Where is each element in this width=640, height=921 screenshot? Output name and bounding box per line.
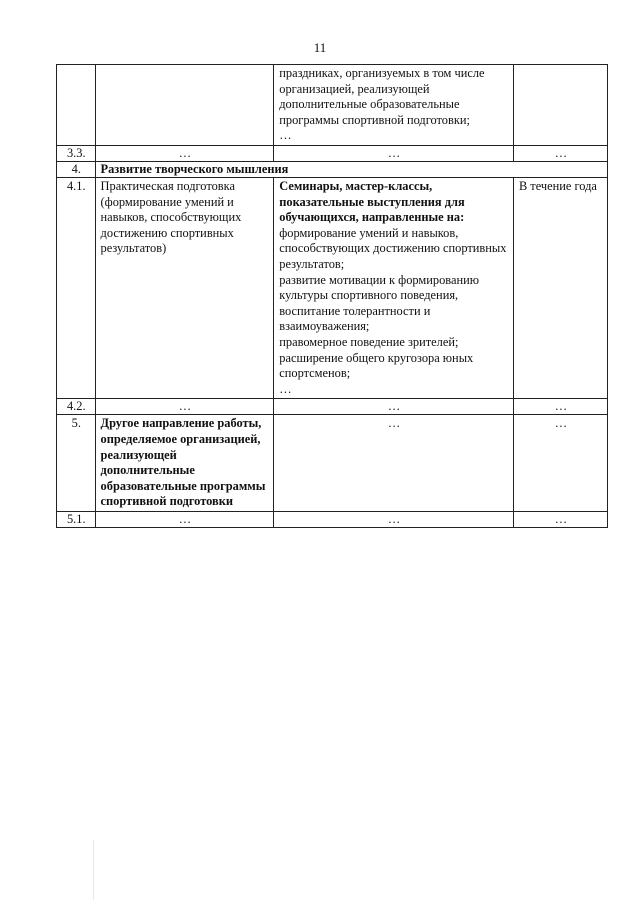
- content-cell: …: [274, 511, 514, 527]
- direction-cell: …: [95, 399, 274, 415]
- timing-cell: …: [513, 415, 607, 512]
- table-row: [57, 415, 608, 512]
- table-row: [57, 65, 608, 146]
- content-line: развитие мотивации к формированию культуры спортивного поведения, воспитание толерантности и взаимоуважения;: [279, 272, 479, 334]
- scan-artifact: [93, 840, 94, 900]
- content-cell: …: [274, 415, 514, 512]
- content-heading: Семинары, мастер-классы, показательные выступления для обучающихся, направленные на:: [279, 179, 465, 225]
- table-row: [57, 146, 608, 162]
- content-line: программы спортивной подготовки;: [279, 112, 470, 127]
- timing-cell: [513, 65, 607, 146]
- row-number-cell: 4.: [57, 162, 96, 178]
- content-line: …: [279, 128, 292, 143]
- row-number-cell: 3.3.: [57, 146, 96, 162]
- direction-cell: …: [95, 146, 274, 162]
- table-row: [57, 399, 608, 415]
- content-line: расширение общего кругозора юных спортсменов;: [279, 350, 474, 381]
- content-line: …: [279, 381, 292, 396]
- row-number-cell: 4.2.: [57, 399, 96, 415]
- direction-cell: [95, 65, 274, 146]
- plan-table: [56, 64, 608, 528]
- timing-cell: …: [513, 511, 607, 527]
- direction-cell: Другое направление работы, определяемое организацией, реализующей дополнительные образовательные программы спортивной подготовки: [95, 415, 274, 512]
- content-line: формирование умений и навыков, способствующих достижению спортивных результатов;: [279, 225, 507, 271]
- table-row: [57, 511, 608, 527]
- content-line: организацией, реализующей: [279, 81, 430, 96]
- row-number-cell: 5.: [57, 415, 96, 512]
- content-cell: [274, 178, 514, 399]
- timing-cell: В течение года: [513, 178, 607, 399]
- row-number-cell: 5.1.: [57, 511, 96, 527]
- page-number: 11: [313, 40, 327, 55]
- row-number-cell: 4.1.: [57, 178, 96, 399]
- timing-cell: …: [513, 146, 607, 162]
- content-line: правомерное поведение зрителей;: [279, 334, 459, 349]
- table-row: [57, 178, 608, 399]
- content-line: дополнительные образовательные: [279, 97, 460, 112]
- content-cell: [274, 65, 514, 146]
- content-cell: …: [274, 399, 514, 415]
- direction-cell: Практическая подготовка (формирование умений и навыков, способствующих достижению спортивных результатов): [95, 178, 274, 399]
- row-number-cell: [57, 65, 96, 146]
- content-cell: …: [274, 146, 514, 162]
- section-title: Развитие творческого мышления: [95, 162, 607, 178]
- direction-cell: …: [95, 511, 274, 527]
- section-row: [57, 162, 608, 178]
- content-line: праздниках, организуемых в том числе: [279, 66, 485, 80]
- timing-cell: …: [513, 399, 607, 415]
